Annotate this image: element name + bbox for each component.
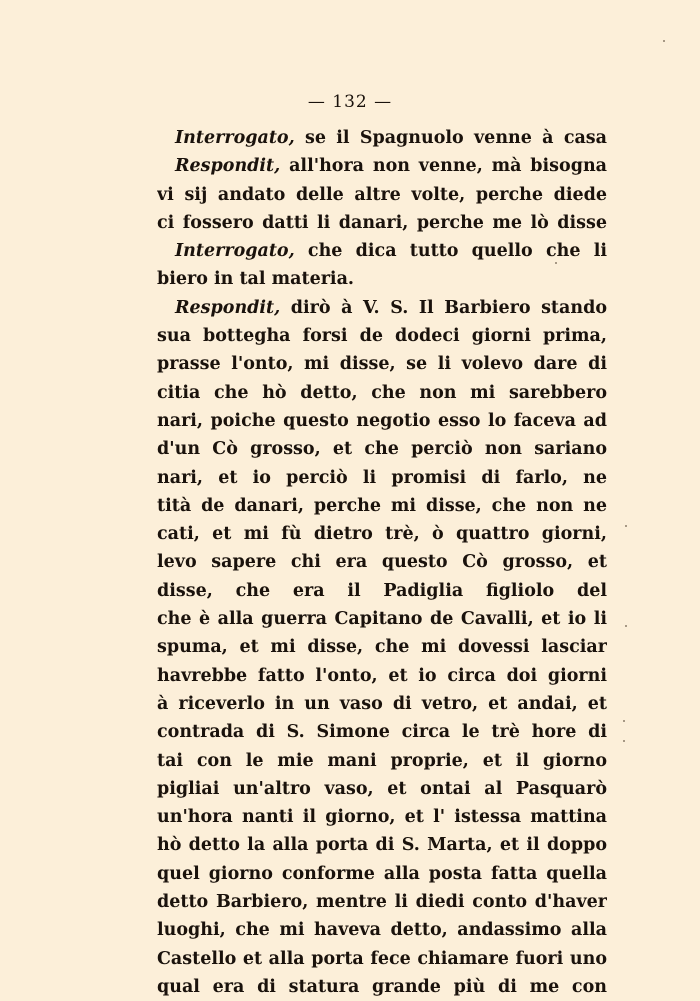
line-text: luoghi, che mi haveva detto, andassimo alla bbox=[157, 920, 607, 941]
ink-speck bbox=[625, 625, 627, 627]
text-line bbox=[157, 124, 607, 152]
line-text: se il Spagnuolo venne à casa bbox=[304, 128, 607, 148]
line-text: sua bottegha forsi de dodeci giorni prima, bbox=[157, 326, 607, 347]
line-text: cati, et mi fù dietro trè, ò quattro giorni, bbox=[157, 524, 607, 545]
page-number: — 132 — bbox=[307, 92, 393, 112]
line-text: all'hora non venne, mà bisogna bbox=[289, 156, 607, 177]
text-line bbox=[157, 237, 607, 265]
line-text: che è alla guerra Capitano de Cavalli, et io li bbox=[157, 609, 607, 630]
text-line bbox=[157, 831, 607, 859]
line-text: spuma, et mi disse, che mi dovessi lasciar bbox=[157, 637, 607, 658]
ink-speck bbox=[625, 525, 627, 527]
text-line bbox=[157, 379, 607, 407]
line-text: nari, et io perciò li promisi di farlo, ne bbox=[157, 467, 607, 488]
line-text: disse, che era il Padiglia figliolo del bbox=[157, 580, 607, 601]
text-line bbox=[157, 662, 607, 690]
speaker-label: Respondit, bbox=[175, 297, 281, 318]
line-text: d'un Cò grosso, et che perciò non sariano bbox=[157, 439, 607, 460]
text-line bbox=[157, 973, 607, 1001]
text-line bbox=[157, 718, 607, 746]
text-line bbox=[157, 690, 607, 718]
text-line bbox=[157, 152, 607, 180]
line-text: che dica tutto quello che li bbox=[307, 241, 607, 262]
text-line bbox=[157, 435, 607, 463]
ink-speck bbox=[623, 740, 625, 742]
text-line bbox=[157, 322, 607, 350]
line-text: Castello et alla porta fece chiamare fuori uno bbox=[157, 948, 607, 969]
text-line bbox=[157, 803, 607, 831]
speaker-label: Interrogato, bbox=[175, 241, 295, 262]
line-text: tità de danari, perche mi disse, che non ne bbox=[157, 495, 607, 516]
line-text: pigliai un'altro vaso, et ontai al Pasquarò bbox=[157, 778, 607, 799]
ink-speck bbox=[663, 40, 665, 42]
text-line bbox=[157, 860, 607, 888]
text-line bbox=[157, 605, 607, 633]
text-line bbox=[157, 265, 607, 293]
line-text: tai con le mie mani proprie, et il giorno bbox=[157, 750, 607, 771]
text-line bbox=[157, 747, 607, 775]
speaker-label: Respondit, bbox=[175, 156, 281, 177]
line-text: dirò à V. S. Il Barbiero stando bbox=[290, 297, 607, 318]
text-line bbox=[157, 350, 607, 378]
line-text: un'hora nanti il giorno, et l' istessa mattina bbox=[157, 807, 607, 828]
ink-speck bbox=[555, 262, 557, 264]
text-line bbox=[157, 181, 607, 209]
line-text: hò detto la alla porta di S. Marta, et il doppo bbox=[157, 835, 607, 856]
text-line bbox=[157, 209, 607, 237]
line-text: detto Barbiero, mentre li diedi conto d'haver bbox=[157, 892, 607, 913]
text-line bbox=[157, 492, 607, 520]
text-line bbox=[157, 548, 607, 576]
ink-speck bbox=[623, 720, 625, 722]
text-line bbox=[157, 577, 607, 605]
line-text: vi sij andato delle altre volte, perche diede bbox=[157, 184, 607, 205]
text-line bbox=[157, 633, 607, 661]
text-line bbox=[157, 407, 607, 435]
line-text: biero in tal materia. bbox=[157, 269, 355, 290]
line-text: quel giorno conforme alla posta fatta quella bbox=[157, 863, 607, 884]
line-text: qual era di statura grande più di me con bbox=[157, 976, 607, 997]
text-line bbox=[157, 775, 607, 803]
text-line bbox=[157, 294, 607, 322]
text-line bbox=[157, 464, 607, 492]
text-line bbox=[157, 945, 607, 973]
line-text: havrebbe fatto l'onto, et io circa doi giorni bbox=[157, 665, 607, 686]
line-text: à riceverlo in un vaso di vetro, et andai, et bbox=[157, 693, 607, 714]
line-text: contrada di S. Simone circa le trè hore di bbox=[157, 722, 607, 743]
text-line bbox=[157, 888, 607, 916]
line-text: levo sapere chi era questo Cò grosso, et bbox=[157, 552, 607, 573]
line-text: ci fossero datti li danari, perche me lò disse bbox=[157, 212, 607, 233]
text-line bbox=[157, 916, 607, 944]
speaker-label: Interrogato, bbox=[175, 128, 295, 148]
body-text bbox=[157, 124, 607, 1001]
line-text: citia che hò detto, che non mi sarebbero bbox=[157, 382, 607, 403]
line-text: prasse l'onto, mi disse, se li volevo dare di bbox=[157, 354, 607, 375]
text-line bbox=[157, 520, 607, 548]
line-text: nari, poiche questo negotio esso lo faceva ad bbox=[157, 410, 607, 431]
